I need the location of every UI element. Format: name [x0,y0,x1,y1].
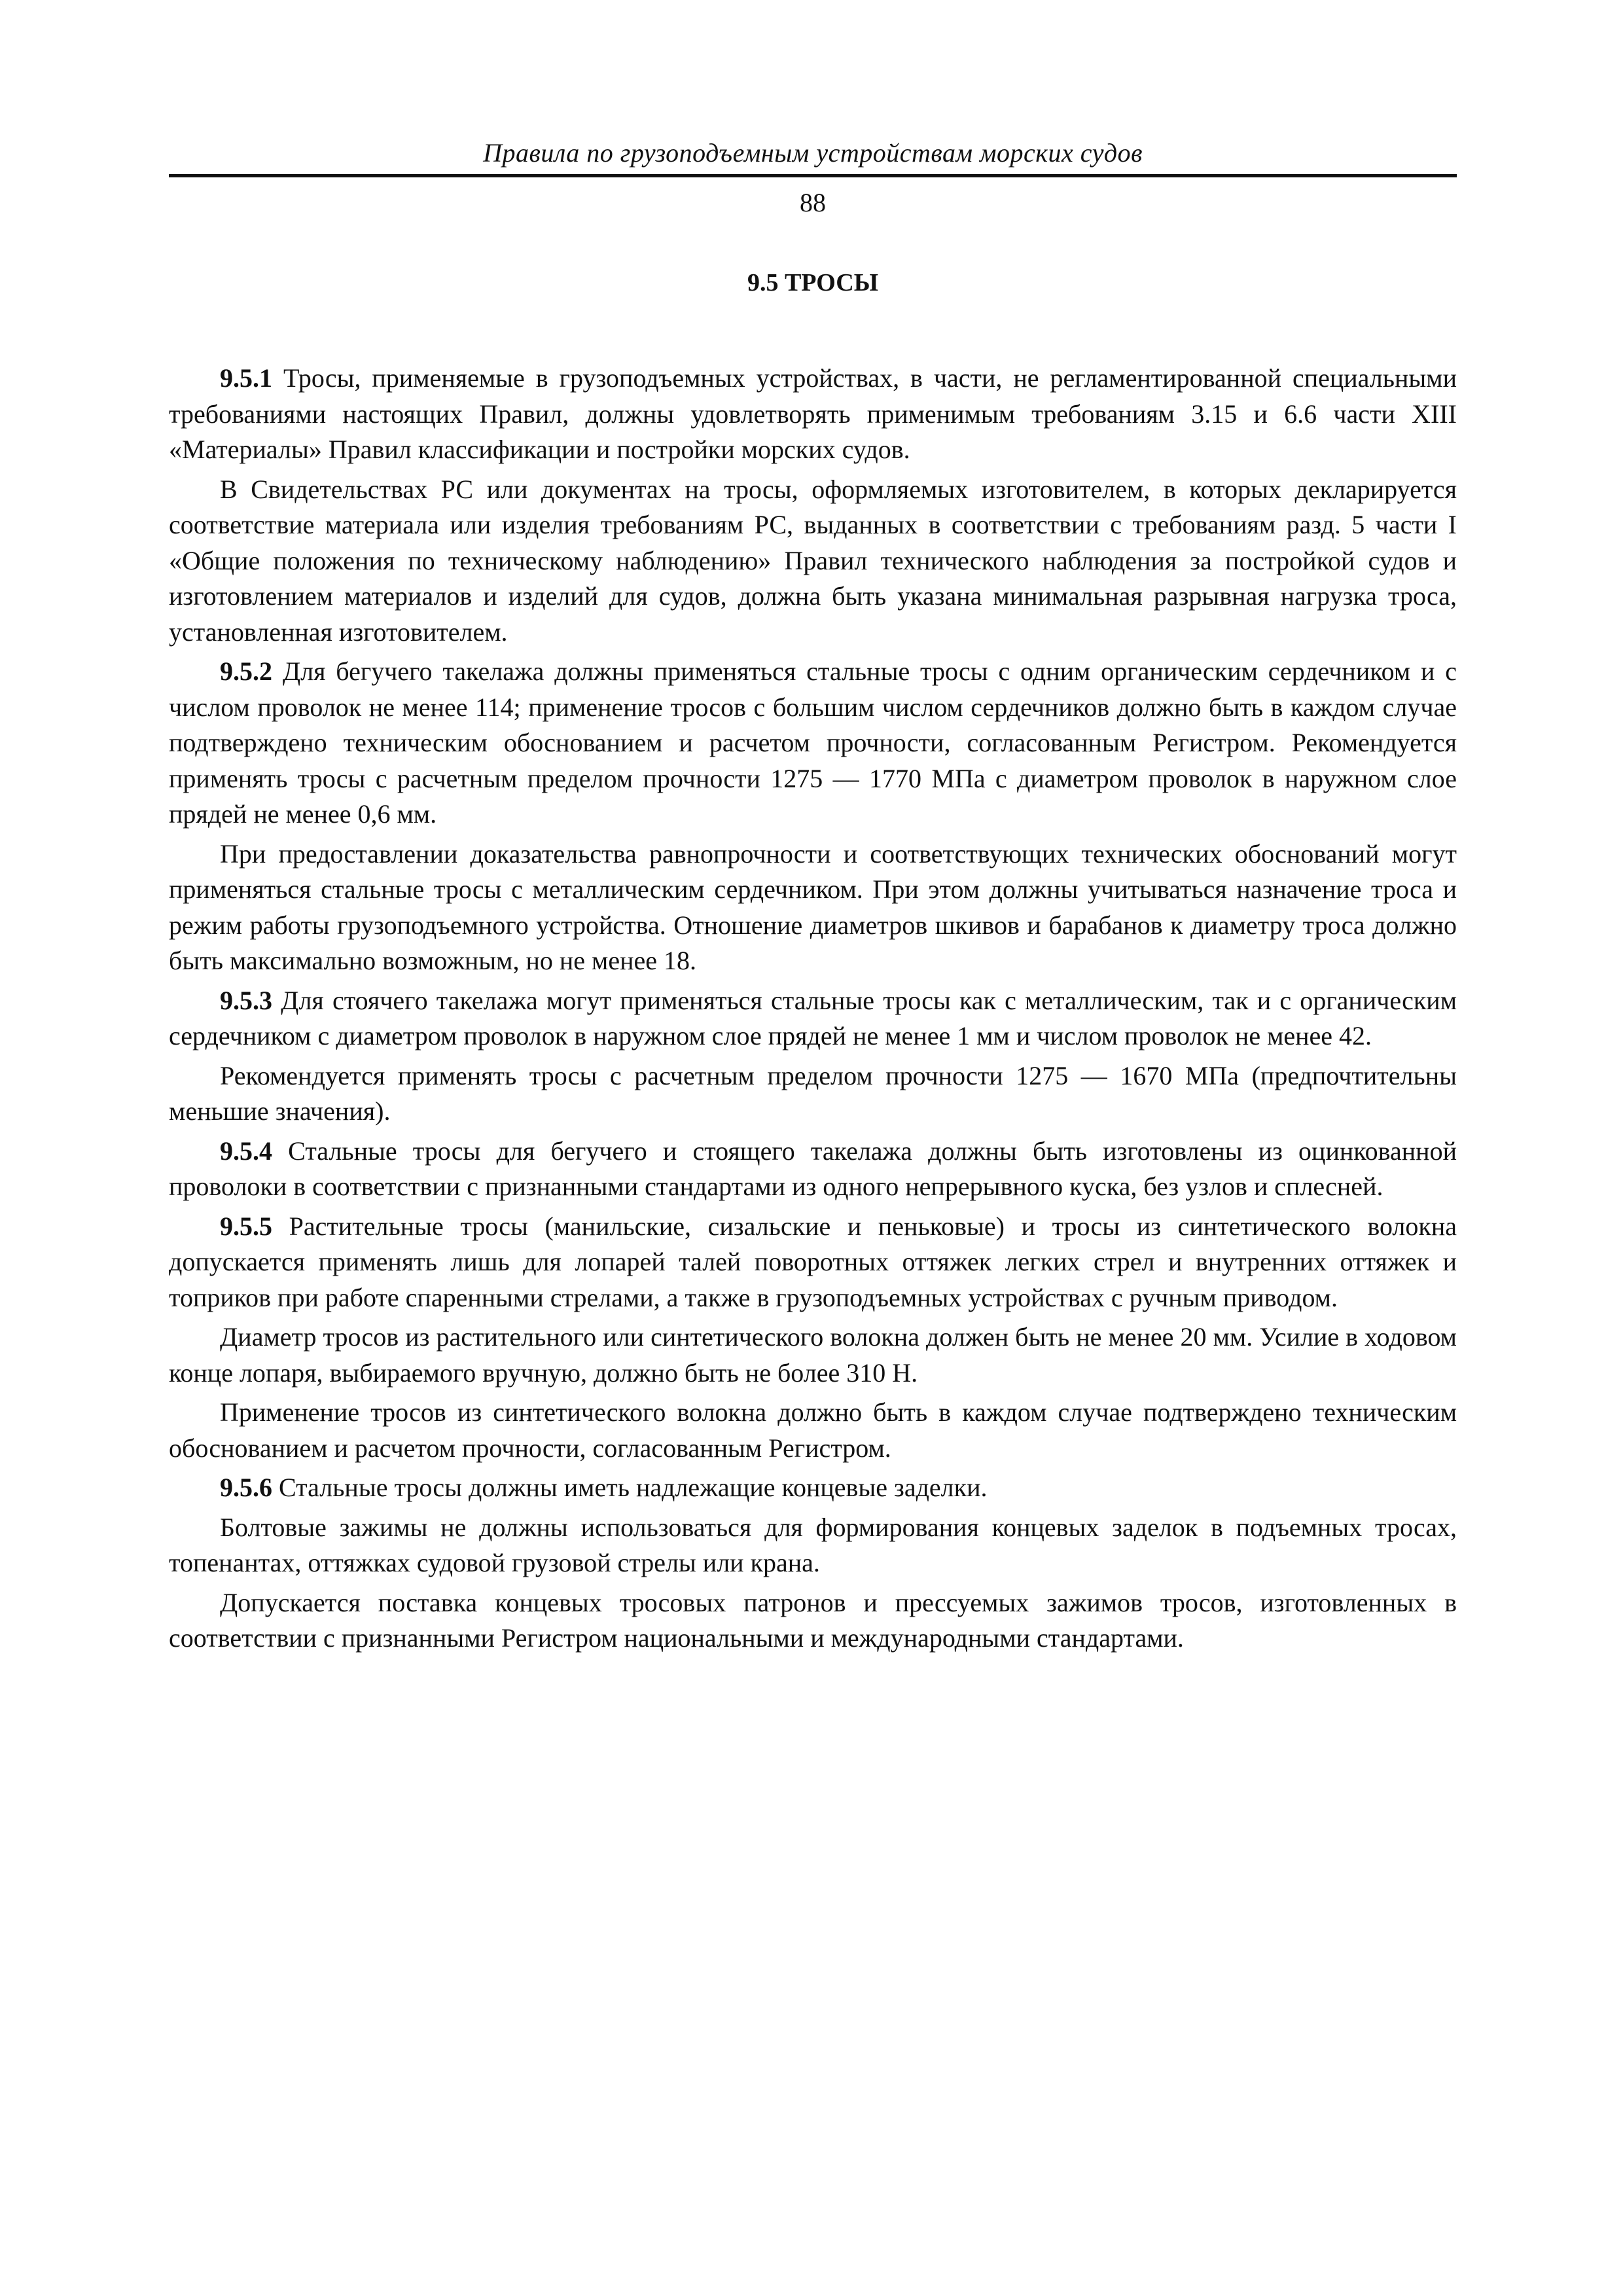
paragraph-synthetic-justification [169,1395,1457,1466]
paragraph-text: Допускается поставка концевых тросовых патронов и прессуемых зажимов тросов, изготовленных в соответствии с признанными Регистром национальными и международными стандартами. [169,1587,1457,1653]
paragraph-text: Диаметр тросов из растительного или синтетического волокна должен быть не менее 20 мм. Усилие в ходовом конце лопаря, выбираемого вручную, должно быть не более 310 Н. [169,1322,1457,1388]
clause-number: 9.5.6 [220,1473,272,1502]
paragraph-9-5-5 [169,1209,1457,1316]
clause-number: 9.5.1 [220,363,272,393]
paragraph-strength-recommendation [169,1058,1457,1130]
header-rule [169,174,1457,177]
paragraph-9-5-6 [169,1470,1457,1506]
paragraph-9-5-4 [169,1134,1457,1205]
page-header [169,136,1457,219]
paragraph-text: Применение тросов из синтетического волокна должно быть в каждом случае подтверждено техническим обоснованием и расчетом прочности, согласованным Регистром. [169,1397,1457,1463]
clause-number: 9.5.3 [220,985,272,1015]
paragraph-text: При предоставлении доказательства равнопрочности и соответствующих технических обоснований могут применяться стальные тросы с металлическим сердечником. При этом должны учитываться назначение троса и режим работы грузоподъемного устройства. Отношение диаметров шкивов и барабанов к диаметру троса должно быть максимально возможным, но не менее 18. [169,838,1457,975]
paragraph-9-5-2 [169,654,1457,833]
paragraph-text: Стальные тросы должны иметь надлежащие концевые заделки. [272,1473,988,1502]
paragraph-9-5-3 [169,983,1457,1054]
paragraph-text: В Свидетельствах РС или документах на тросы, оформляемых изготовителем, в которых декларируется соответствие материала или изделия требованиям РС, выданных в соответствии с требованиям разд. 5 части I «Общие положения по техническому наблюдению» Правил технического наблюдения за постройкой судов и изготовлением материалов и изделий для судов, должна быть указана минимальная разрывная нагрузка троса, установленная изготовителем. [169,474,1457,647]
paragraph-text: Рекомендуется применять тросы с расчетным пределом прочности 1275 — 1670 МПа (предпочтительны меньшие значения). [169,1060,1457,1126]
paragraph-end-fittings [169,1585,1457,1657]
paragraph-certificates [169,472,1457,651]
paragraph-text: Стальные тросы для бегучего и стоящего такелажа должны быть изготовлены из оцинкованной проволоки в соответствии с признанными стандартами из одного непрерывного куска, без узлов и сплесней. [169,1136,1457,1201]
paragraph-text: Растительные тросы (манильские, сизальские и пеньковые) и тросы из синтетического волокна допускается применять лишь для лопарей талей поворотных оттяжек легких стрел и внутренних оттяжек и топриков при работе спаренными стрелами, а также в грузоподъемных устройствах с ручным приводом. [169,1211,1457,1312]
paragraph-text: Тросы, применяемые в грузоподъемных устройствах, в части, не регламентированной специальными требованиями настоящих Правил, должны удовлетворять применимым требованиям 3.15 и 6.6 части XIII «Материалы» Правил классификации и постройки морских судов. [169,363,1457,464]
section-heading: 9.5 ТРОСЫ [747,269,879,296]
paragraph-text: Для бегучего такелажа должны применяться стальные тросы с одним органическим сердечником и с числом проволок не менее 114; применение тросов с большим числом сердечников должно быть в каждом случае подтверждено техническим обоснованием и расчетом прочности, согласованным Регистром. Рекомендуется применять тросы с расчетным пределом прочности 1275 — 1770 МПа с диаметром проволок в наружном слое прядей не менее 0,6 мм. [169,656,1457,829]
paragraph-bolt-clamps [169,1510,1457,1581]
running-title: Правила по грузоподъемным устройствам морских судов [483,138,1143,168]
paragraph-9-5-1 [169,361,1457,468]
paragraph-text: Болтовые зажимы не должны использоваться для формирования концевых заделок в подъемных тросах, топенантах, оттяжках судовой грузовой стрелы или крана. [169,1512,1457,1577]
page-number: 88 [800,188,826,217]
paragraph-text: Для стоячего такелажа могут применяться стальные тросы как с металлическим, так и с органическим сердечником с диаметром проволок в наружном слое прядей не менее 1 мм и числом проволок не менее 42. [169,985,1457,1050]
clause-number: 9.5.2 [220,656,272,686]
document-body [169,267,1457,1660]
paragraph-fibre-diameter [169,1319,1457,1391]
clause-number: 9.5.4 [220,1136,272,1166]
clause-number: 9.5.5 [220,1211,272,1241]
paragraph-metal-core [169,836,1457,979]
